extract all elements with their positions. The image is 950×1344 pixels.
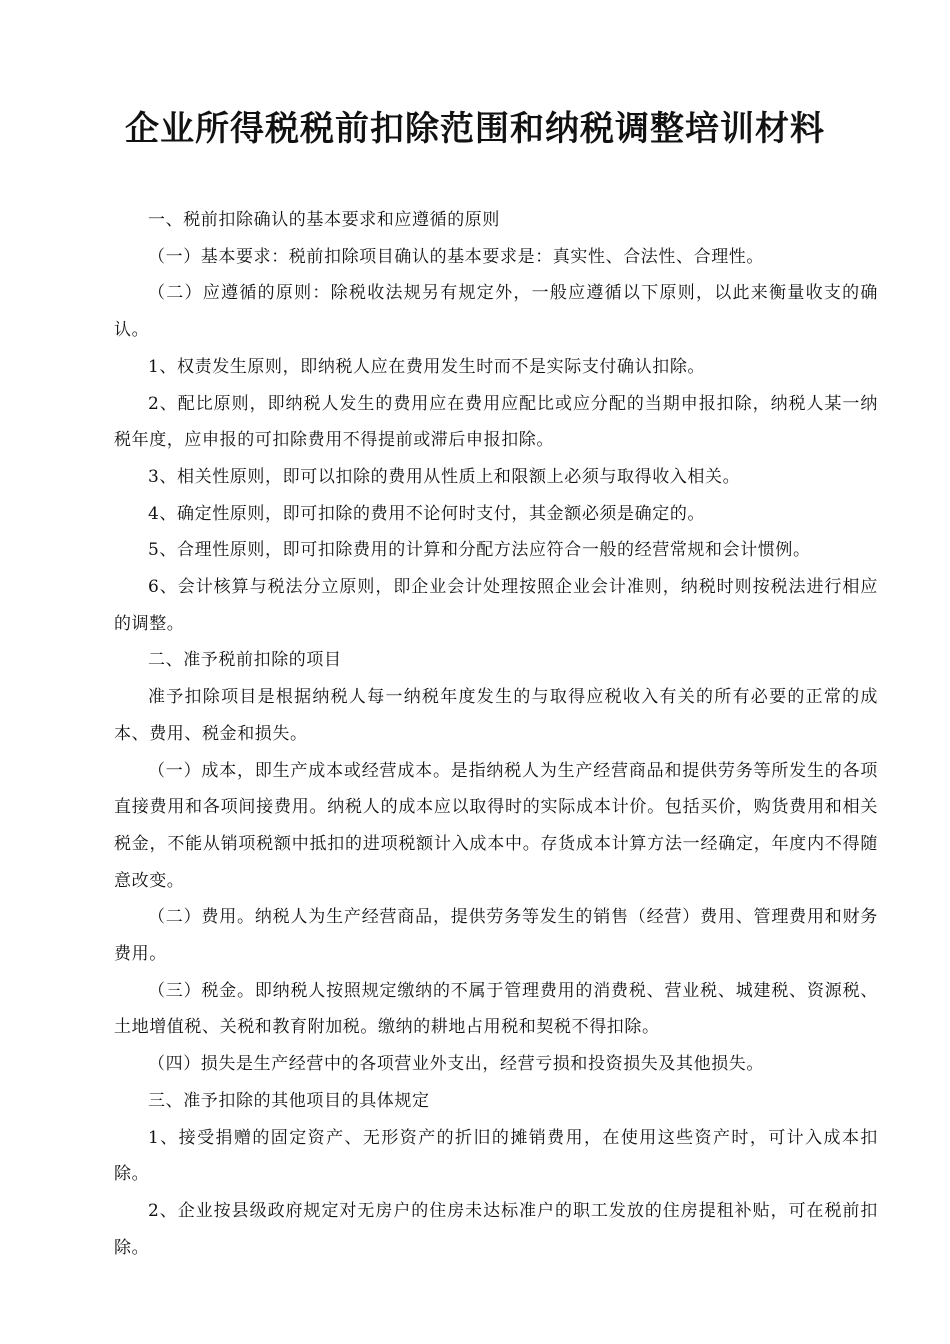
paragraph: （四）损失是生产经营中的各项营业外支出，经营亏损和投资损失及其他损失。 xyxy=(148,1054,764,1075)
section-heading-1: 一、税前扣除确认的基本要求和应遵循的原则 xyxy=(148,210,500,230)
paragraph: 1、权责发生原则，即纳税人应在费用发生时而不是实际支付确认扣除。 xyxy=(148,356,706,377)
paragraph: 准予扣除项目是根据纳税人每一纳税年度发生的与取得应税收入有关的所有必要的正常的成本、费用、税金和损失。 xyxy=(114,687,878,744)
paragraph: 3、相关性原则，即可以扣除的费用从性质上和限额上必须与取得收入相关。 xyxy=(148,466,741,487)
paragraph: （一）基本要求：税前扣除项目确认的基本要求是：真实性、合法性、合理性。 xyxy=(148,246,764,267)
paragraph: （三）税金。即纳税人按照规定缴纳的不属于管理费用的消费税、营业税、城建税、资源税、土地增值税、关税和教育附加税。缴纳的耕地占用税和契税不得扣除。 xyxy=(114,980,878,1038)
paragraph: （一）成本，即生产成本或经营成本。是指纳税人为生产经营商品和提供劳务等所发生的各项直接费用和各项间接费用。纳税人的成本应以取得时的实际成本计价。包括买价，购货费用和相关税金，不能从销项税额中抵扣的进项税额计入成本中。存货成本计算方法一经确定，年度内不得随意改变。 xyxy=(114,760,878,891)
document-body xyxy=(114,202,878,1266)
section-heading-2: 二、准予税前扣除的项目 xyxy=(148,650,342,671)
section-heading-3: 三、准予扣除的其他项目的具体规定 xyxy=(148,1090,430,1111)
paragraph: 5、合理性原则，即可扣除费用的计算和分配方法应符合一般的经营常规和会计惯例。 xyxy=(148,540,811,561)
paragraph: 4、确定性原则，即可扣除的费用不论何时支付，其金额必须是确定的。 xyxy=(148,503,706,524)
paragraph: 1、接受捐赠的固定资产、无形资产的折旧的摊销费用，在使用这些资产时，可计入成本扣除。 xyxy=(114,1127,878,1185)
paragraph: 2、企业按县级政府规定对无房户的住房未达标准户的职工发放的住房提租补贴，可在税前扣除。 xyxy=(114,1200,878,1258)
paragraph: 6、会计核算与税法分立原则，即企业会计处理按照企业会计准则，纳税时则按税法进行相应的调整。 xyxy=(114,577,878,634)
paragraph: （二）费用。纳税人为生产经营商品，提供劳务等发生的销售（经营）费用、管理费用和财务费用。 xyxy=(114,907,878,965)
paragraph: 2、配比原则，即纳税人发生的费用应在费用应配比或应分配的当期申报扣除，纳税人某一纳税年度，应申报的可扣除费用不得提前或滞后申报扣除。 xyxy=(114,393,878,451)
paragraph: （二）应遵循的原则：除税收法规另有规定外，一般应遵循以下原则，以此来衡量收支的确认。 xyxy=(114,283,878,341)
document-title: 企业所得税税前扣除范围和纳税调整培训材料 xyxy=(125,109,825,149)
